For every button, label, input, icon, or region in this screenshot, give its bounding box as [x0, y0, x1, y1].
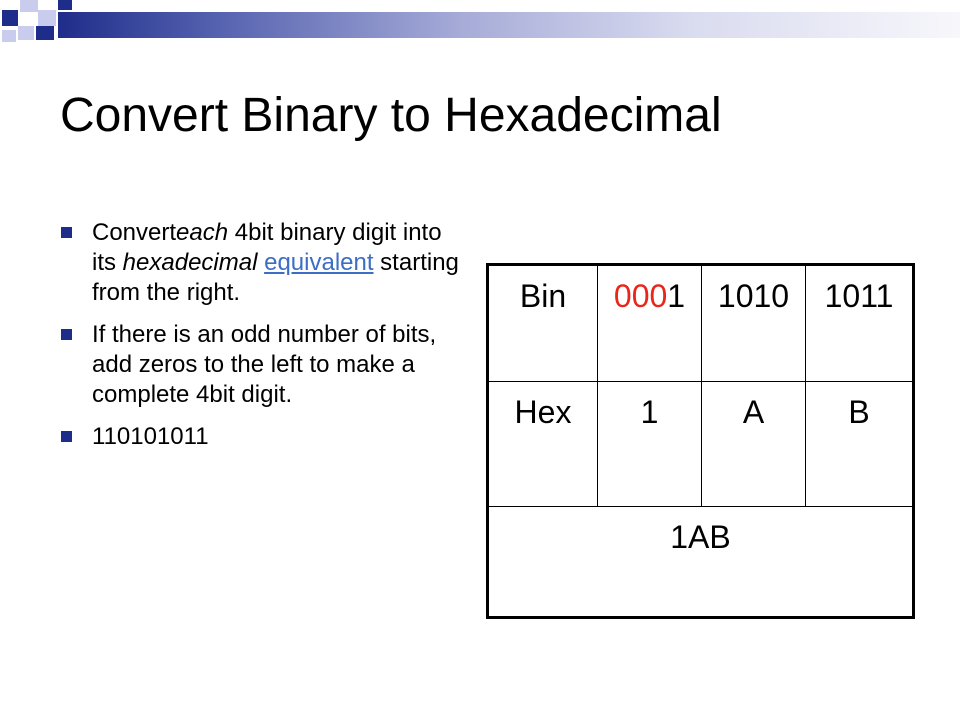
- bullet-item-convert: [60, 218, 460, 308]
- bullet-text-part: Convert: [92, 219, 177, 246]
- decorative-square: [58, 0, 72, 10]
- result-cell: 1AB: [488, 507, 914, 618]
- equivalent-link[interactable]: equivalent: [264, 249, 374, 276]
- header-gradient-bar: [58, 12, 960, 38]
- hex-digit-cell: 1: [598, 382, 702, 507]
- table-row-hex: [488, 382, 914, 507]
- bullet-text: If there is an odd number of bits, add zeros to the left to make a complete 4bit digit.: [92, 321, 437, 408]
- zero-padding: 000: [613, 278, 668, 314]
- table-row-bin: [488, 265, 914, 382]
- bullet-square-icon: [61, 431, 72, 442]
- bin-group-cell: [702, 265, 806, 382]
- bullet-text-emphasis: each: [176, 219, 229, 246]
- bin-group-cell: [598, 265, 702, 382]
- bullet-text-emphasis: hexadecimal: [122, 249, 258, 276]
- bullet-item-example: [60, 422, 460, 452]
- slide-title: Convert Binary to Hexadecimal: [60, 89, 722, 142]
- bin-digits: 1010: [717, 278, 790, 314]
- bullet-text: [92, 218, 460, 308]
- conversion-table: [486, 263, 915, 619]
- decorative-square: [20, 0, 38, 12]
- bin-digits: 1: [667, 278, 686, 314]
- decorative-square: [38, 10, 56, 26]
- bullet-list: [60, 218, 460, 464]
- bullet-text: 110101011: [92, 423, 209, 450]
- bin-digits: 1011: [824, 278, 894, 314]
- decorative-square: [36, 26, 54, 40]
- bin-label-cell: Bin: [488, 265, 598, 382]
- bin-group-cell: [806, 265, 914, 382]
- bullet-square-icon: [61, 227, 72, 238]
- hex-label-cell: Hex: [488, 382, 598, 507]
- bullet-text-part: 4bit binary digit into its: [92, 219, 442, 276]
- hex-digit-cell: A: [702, 382, 806, 507]
- hex-digit-cell: B: [806, 382, 914, 507]
- bullet-text-part: starting from the right.: [92, 249, 459, 306]
- decorative-square: [18, 26, 34, 40]
- bullet-square-icon: [61, 329, 72, 340]
- table-row-result: [488, 507, 914, 618]
- decorative-square: [2, 30, 16, 42]
- bullet-item-odd-bits: [60, 320, 460, 410]
- decorative-square: [2, 10, 18, 26]
